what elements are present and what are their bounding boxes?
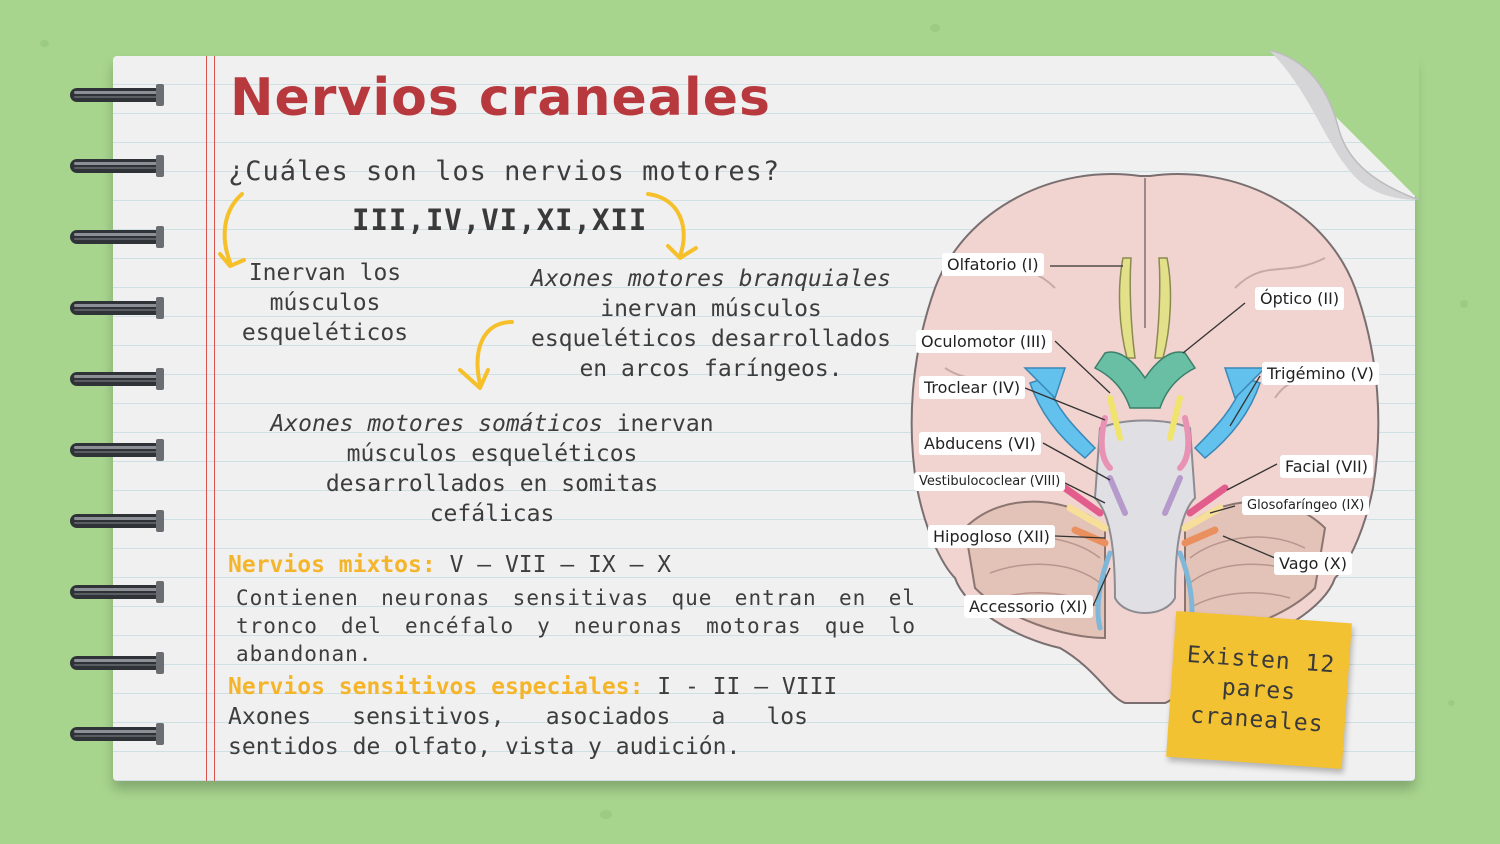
- nerve-label-hipogloso: Hipogloso (XII): [928, 525, 1055, 548]
- sensory-nerves-description: Axones sensitivos, asociados a los sentidos de olfato, vista y audición.: [228, 704, 808, 760]
- nerve-label-glosofaringeo: Glosofaríngeo (IX): [1242, 496, 1369, 515]
- nerve-label-troclear: Troclear (IV): [919, 376, 1025, 399]
- background-speck: [1460, 300, 1468, 308]
- spiral-ring-icon: [68, 508, 166, 534]
- spiral-ring-icon: [68, 224, 166, 250]
- mixed-nerves-description: Contienen neuronas sensitivas que entran en el tronco del encéfalo y neuronas motoras que lo abandonan.: [236, 586, 916, 666]
- margin-line: [214, 56, 215, 781]
- motor-nerve-list: III,IV,VI,XI,XII: [352, 203, 648, 237]
- page-title: Nervios craneales: [230, 68, 771, 128]
- nerve-label-optico: Óptico (II): [1255, 287, 1344, 310]
- text-line: en arcos faríngeos.: [579, 356, 843, 382]
- spiral-ring-icon: [68, 579, 166, 605]
- text-line: [244, 409, 740, 439]
- spiral-ring-icon: [68, 153, 166, 179]
- branchial-title: Axones motores branquiales: [530, 266, 892, 292]
- somatic-title-rest: inervan: [602, 411, 714, 437]
- nerve-label-facial: Facial (VII): [1280, 455, 1373, 478]
- sensory-nerves-heading: [228, 672, 837, 702]
- spiral-ring-icon: [68, 721, 166, 747]
- text-line: Inervan los: [248, 260, 402, 286]
- text-line: cefálicas: [429, 501, 555, 527]
- curved-arrow-icon: [640, 188, 706, 268]
- motor-question: ¿Cuáles son los nervios motores?: [228, 156, 781, 187]
- branchial-motor-block: [510, 264, 912, 384]
- mixed-nerves-heading: [228, 550, 671, 580]
- mixed-nerves-value: V – VII – IX – X: [435, 552, 672, 578]
- nerve-label-olfatorio: Olfatorio (I): [942, 253, 1044, 276]
- curved-arrow-icon: [452, 314, 518, 396]
- nerve-label-vestibulococlear: Vestibulococlear (VIII): [914, 472, 1065, 491]
- sticky-note-text: Existen 12 pares craneales: [1186, 641, 1337, 738]
- text-line: inervan músculos: [600, 296, 822, 322]
- spiral-ring-icon: [68, 295, 166, 321]
- spiral-ring-icon: [68, 366, 166, 392]
- spiral-ring-icon: [68, 650, 166, 676]
- somatic-title: Axones motores somáticos: [270, 411, 603, 437]
- text-line: esqueléticos: [241, 320, 409, 346]
- somatic-motor-summary: [230, 258, 420, 348]
- background-speck: [40, 40, 49, 47]
- text-line: músculos esqueléticos: [346, 441, 638, 467]
- background-speck: [930, 24, 940, 32]
- margin-line: [206, 56, 207, 781]
- text-line: esqueléticos desarrollados: [530, 326, 892, 352]
- nerve-label-trigemino: Trigémino (V): [1262, 362, 1379, 385]
- background-speck: [1448, 700, 1455, 706]
- mixed-nerves-label: Nervios mixtos:: [228, 552, 436, 578]
- background-speck: [600, 810, 612, 819]
- nerve-label-oculomotor: Oculomotor (III): [916, 330, 1052, 353]
- text-line: desarrollados en somitas: [325, 471, 659, 497]
- somatic-motor-block: [244, 409, 740, 529]
- spiral-ring-icon: [68, 82, 166, 108]
- nerve-label-abducens: Abducens (VI): [919, 432, 1041, 455]
- text-line: músculos: [269, 290, 381, 316]
- spiral-ring-icon: [68, 437, 166, 463]
- sensory-nerves-label: Nervios sensitivos especiales:: [228, 674, 644, 700]
- sticky-note: [1166, 611, 1352, 769]
- nerve-label-accessorio: Accessorio (XI): [964, 595, 1093, 618]
- sensory-nerves-value: I - II – VIII: [643, 674, 838, 700]
- nerve-label-vago: Vago (X): [1274, 552, 1352, 575]
